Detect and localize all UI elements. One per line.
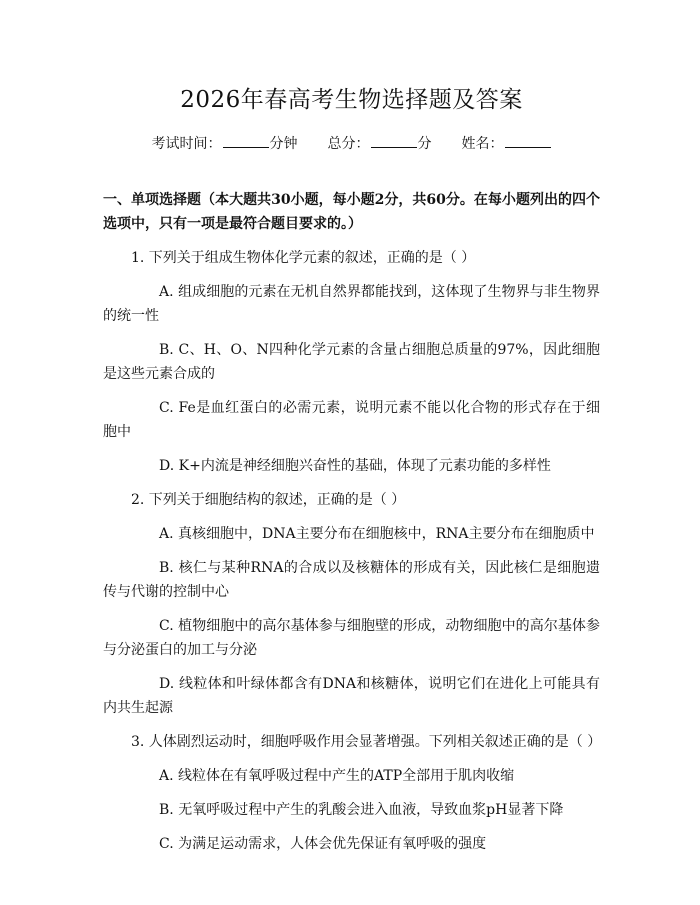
question-stem: 2. 下列关于细胞结构的叙述，正确的是（ ） [131, 492, 406, 508]
option-b: B. C、H、O、N四种化学元素的含量占细胞总质量的97%，因此细胞是这些元素合成的 [103, 342, 600, 382]
question-1 [103, 246, 600, 478]
question-stem: 3. 人体剧烈运动时，细胞呼吸作用会显著增强。下列相关叙述正确的是（ ） [131, 734, 602, 750]
option-a: A. 组成细胞的元素在无机自然界都能找到，这体现了生物界与非生物界的统一性 [103, 284, 600, 324]
exam-time-blank [223, 133, 269, 148]
question-3 [103, 730, 600, 856]
exam-info-line [103, 133, 600, 154]
option-a: A. 真核细胞中，DNA主要分布在细胞核中，RNA主要分布在细胞质中 [159, 526, 595, 542]
name-field [462, 133, 552, 154]
exam-time-field [152, 133, 298, 154]
name-blank [505, 133, 551, 148]
exam-time-label: 考试时间： [151, 136, 222, 152]
question-2 [103, 488, 600, 720]
page-title: 2026年春高考生物选择题及答案 [180, 87, 523, 113]
total-score-unit: 分 [417, 136, 432, 152]
total-score-label: 总分： [327, 136, 370, 152]
option-b: B. 核仁与某种RNA的合成以及核糖体的形成有关，因此核仁是细胞遗传与代谢的控制中心 [103, 560, 600, 600]
option-b: B. 无氧呼吸过程中产生的乳酸会进入血液，导致血浆pH显著下降 [159, 802, 564, 818]
option-d: D. 线粒体和叶绿体都含有DNA和核糖体，说明它们在进化上可能具有内共生起源 [103, 676, 600, 716]
section-heading: 一、单项选择题（本大题共30小题，每小题2分，共60分。在每小题列出的四个选项中，只有一项是最符合题目要求的。） [103, 192, 600, 232]
total-score-blank [371, 133, 417, 148]
total-score-field [328, 133, 432, 154]
option-a: A. 线粒体在有氧呼吸过程中产生的ATP全部用于肌肉收缩 [159, 768, 515, 784]
option-c: C. 为满足运动需求，人体会优先保证有氧呼吸的强度 [159, 836, 487, 852]
exam-time-unit: 分钟 [269, 136, 298, 152]
question-stem: 1. 下列关于组成生物体化学元素的叙述，正确的是（ ） [131, 250, 476, 266]
option-c: C. Fe是血红蛋白的必需元素，说明元素不能以化合物的形式存在于细胞中 [103, 400, 600, 440]
option-d: D. K+内流是神经细胞兴奋性的基础，体现了元素功能的多样性 [159, 458, 551, 474]
name-label: 姓名： [461, 136, 504, 152]
option-c: C. 植物细胞中的高尔基体参与细胞壁的形成，动物细胞中的高尔基体参与分泌蛋白的加工与分泌 [103, 618, 600, 658]
